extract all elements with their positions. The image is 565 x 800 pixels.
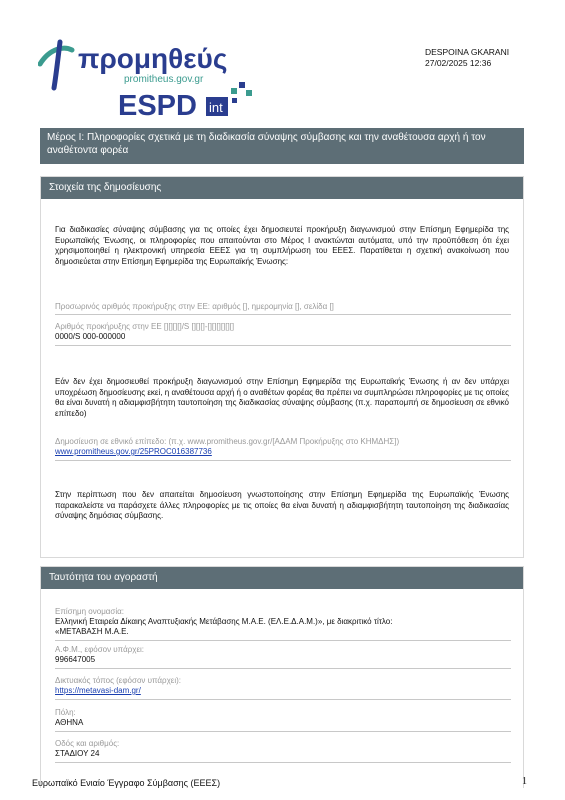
part-title: Μέρος Ι: Πληροφορίες σχετικά με τη διαδικασία σύναψης σύμβασης και την αναθέτουσα αρχή ή τον αναθέτοντα φορέα [40, 128, 524, 164]
official-name-value-cont: «ΜΕΤΑΒΑΣΗ Μ.Α.Ε. [55, 627, 129, 636]
publication-section [40, 176, 524, 558]
website-field[interactable] [55, 676, 511, 700]
int-text: int [209, 100, 223, 115]
promitheus-espd-logo [38, 38, 268, 120]
street-label: Οδός και αριθμός: [55, 739, 120, 748]
afm-label: Α.Φ.Μ., εφόσον υπάρχει: [55, 645, 145, 654]
page-number: 1 [522, 776, 527, 787]
espd-text: ESPD [118, 90, 197, 120]
oj-number-label: Αριθμός προκήρυξης στην ΕΕ [][][][]/S [][][]-[][][][][][] [55, 322, 235, 331]
provisional-number-field[interactable] [55, 302, 511, 315]
street-field[interactable] [55, 739, 511, 763]
oj-number-field[interactable] [55, 322, 511, 346]
website-link[interactable]: https://metavasi-dam.gr/ [55, 686, 141, 695]
user-name: DESPOINA GKARANI [425, 47, 510, 57]
city-value: ΑΘΗΝΑ [55, 718, 84, 727]
national-publication-link[interactable]: www.promitheus.gov.gr/25PROC016387736 [55, 447, 212, 456]
buyer-section [40, 566, 524, 788]
national-publication-field[interactable] [55, 437, 511, 461]
city-field[interactable] [55, 708, 511, 732]
section-title: Ταυτότητα του αγοραστή [41, 567, 523, 589]
user-info [425, 47, 509, 69]
brand-name: προμηθεύς [78, 43, 228, 74]
afm-field[interactable] [55, 645, 511, 669]
national-publication-label: Δημοσίευση σε εθνικό επίπεδο: (π.χ. www.promitheus.gov.gr/[ΑΔΑΜ Προκήρυξης στο ΚΗΜΔΗΣ]) [55, 437, 400, 446]
brand-url: promitheus.gov.gr [124, 74, 204, 85]
footer-doc-title: Ευρωπαϊκό Ενιαίο Έγγραφο Σύμβασης (ΕΕΕΣ) [32, 778, 221, 788]
no-publication-text: Στην περίπτωση που δεν απαιτείται δημοσίευση γνωστοποίησης στην Επίσημη Εφημερίδα της Ευρωπαϊκής Ένωσης παρακαλείστε να παράσχετε άλλες πληροφορίες με τις οποίες θα είναι δυνατή η αδιαμφισβήτητη ταυτοποίηση της διαδικασίας σύναψης δημόσιας σύμβασης. [55, 490, 509, 520]
official-name-value: Ελληνική Εταιρεία Δίκαιης Αναπτυξιακής Μετάβασης Μ.Α.Ε. (ΕΛ.Ε.Δ.Α.Μ.)», με διακριτικό τίτλο: [55, 617, 393, 626]
afm-value: 996647005 [55, 655, 96, 664]
publication-intro: Για διαδικασίες σύναψης σύμβασης για τις οποίες έχει δημοσιευτεί προκήρυξη διαγωνισμού στην Επίσημη Εφημερίδα της Ευρωπαϊκής Ένωσης, οι πληροφορίες που απαιτούνται στο Μέρος Ι ανακτώνται αυτόματα, υπό την προϋπόθεση ότι έχει χρησιμοποιηθεί η ηλεκτρονική υπηρεσία ΕΕΕΣ για τη συμπλήρωση του ΕΕΕΣ. Παρατίθεται η σχετική ανακοίνωση που δημοσιεύεται στην Επίσημη Εφημερίδα της Ευρωπαϊκής Ένωσης: [55, 225, 509, 266]
section-title: Στοιχεία της δημοσίευσης [41, 177, 523, 199]
website-label: Δικτυακός τόπος (εφόσον υπάρχει): [55, 676, 182, 685]
timestamp: 27/02/2025 12:36 [425, 58, 492, 68]
city-label: Πόλη: [55, 708, 76, 717]
official-name-label: Επίσημη ονομασία: [55, 607, 124, 616]
provisional-number-label: Προσωρινός αριθμός προκήρυξης στην ΕΕ: αριθμός [], ημερομηνία [], σελίδα [] [55, 302, 334, 311]
not-published-text: Εάν δεν έχει δημοσιευθεί προκήρυξη διαγωνισμού στην Επίσημη Εφημερίδα της Ευρωπαϊκής Ένωσης ή αν δεν υπάρχει υποχρέωση δημοσίευσης εκεί, η αναθέτουσα αρχή ή ο αναθέτων φορέας θα πρέπει να συμπληρώσει πληροφορίες με τις οποίες θα είναι δυνατή η αδιαμφισβήτητη ταυτοποίηση της διαδικασίας σύναψης σύμβασης (π.χ. παραπομπή σε δημοσίευση σε εθνικό επίπεδο) [55, 377, 509, 418]
official-name-field[interactable] [55, 607, 511, 641]
street-value: ΣΤΑΔΙΟΥ 24 [55, 749, 100, 758]
oj-number-value: 0000/S 000-000000 [55, 332, 126, 341]
